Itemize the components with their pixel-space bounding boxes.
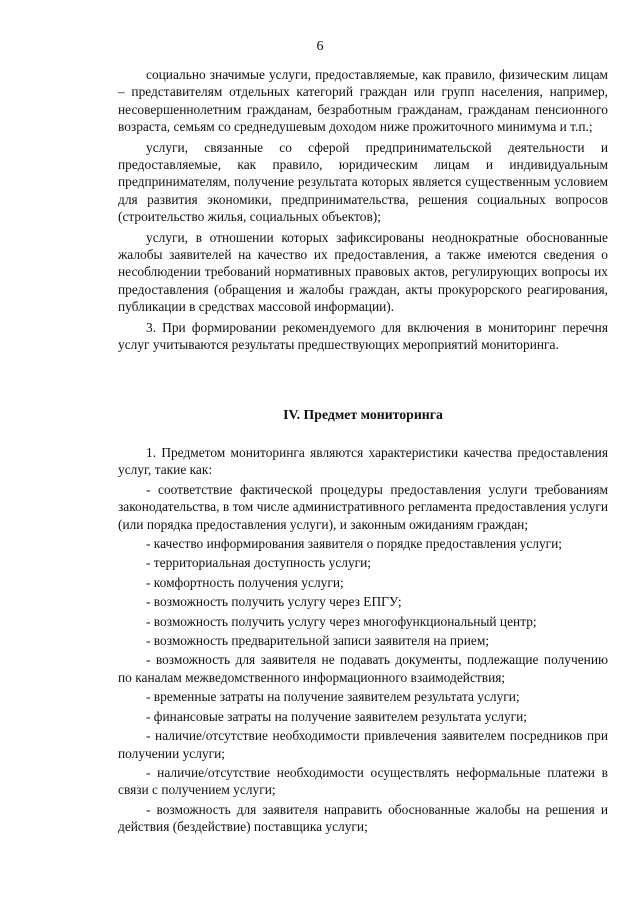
paragraph-business-services: услуги, связанные со сферой предпринимательской деятельности и предоставляемые, как правило, юридическим лицам и индивидуальным предпринимателям, получение результата которых является существенным условием для развития экономики, предпринимательства, решения социальных вопросов (строительство жилья, социальных объектов); [118, 139, 608, 225]
list-item: - временные затраты на получение заявителем результата услуги; [146, 689, 520, 705]
list-item: - возможность для заявителя направить обоснованные жалобы на решения и действия (бездействие) поставщика услуги; [118, 801, 608, 835]
list-item: - возможность получить услугу через ЕПГУ; [146, 594, 402, 610]
page-number: 6 [316, 39, 324, 54]
list-item: - возможность для заявителя не подавать документы, подлежащие получению по каналам межведомственного информационного взаимодействия; [118, 652, 608, 685]
list-item: - соответствие фактической процедуры предоставления услуги требованиям законодательства, в том числе административного регламента предоставления услуги (или порядка предоставления услуги), и законным ожиданиям граждан; [118, 481, 608, 532]
list-item: - территориальная доступность услуги; [146, 555, 372, 571]
paragraph-item-3: 3. При формировании рекомендуемого для включения в мониторинг перечня услуг учитываются результаты предшествующих мероприятий мониторинга. [118, 319, 608, 353]
list-item: - финансовые затраты на получение заявителем результата услуги; [146, 708, 528, 724]
document-body-bottom [118, 444, 608, 838]
paragraph-item-1: 1. Предметом мониторинга являются характеристики качества предоставления услуг, такие как: [118, 445, 608, 478]
paragraph-complaint-services: услуги, в отношении которых зафиксированы неоднократные обоснованные жалобы заявителей на качество их предоставления, а также имеются сведения о несоблюдении требований нормативных правовых актов, регулирующих вопросы их предоставления (обращения и жалобы граждан, акты прокурорского реагирования, публикации в средствах массовой информации). [118, 229, 608, 315]
list-item: - качество информирования заявителя о порядке предоставления услуги; [146, 536, 563, 552]
list-item: - комфортность получения услуги; [146, 574, 344, 590]
document-body-top [118, 66, 608, 357]
section-heading: IV. Предмет мониторинга [283, 407, 443, 422]
list-item: - возможность предварительной записи заявителя на прием; [146, 633, 490, 649]
paragraph-social-services: социально значимые услуги, предоставляемые, как правило, физическим лицам – представителям отдельных категорий граждан или групп населения, например, несовершеннолетним гражданам, безработным гражданам, гражданам пенсионного возраста, семьям со среднедушевым доходом ниже прожиточного минимума и т.п.; [118, 67, 608, 135]
list-item: - наличие/отсутствие необходимости привлечения заявителем посредников при получении услуги; [118, 728, 608, 761]
list-item: - наличие/отсутствие необходимости осуществлять неформальные платежи в связи с получением услуги; [118, 764, 608, 798]
list-item: - возможность получить услугу через многофункциональный центр; [146, 613, 537, 629]
